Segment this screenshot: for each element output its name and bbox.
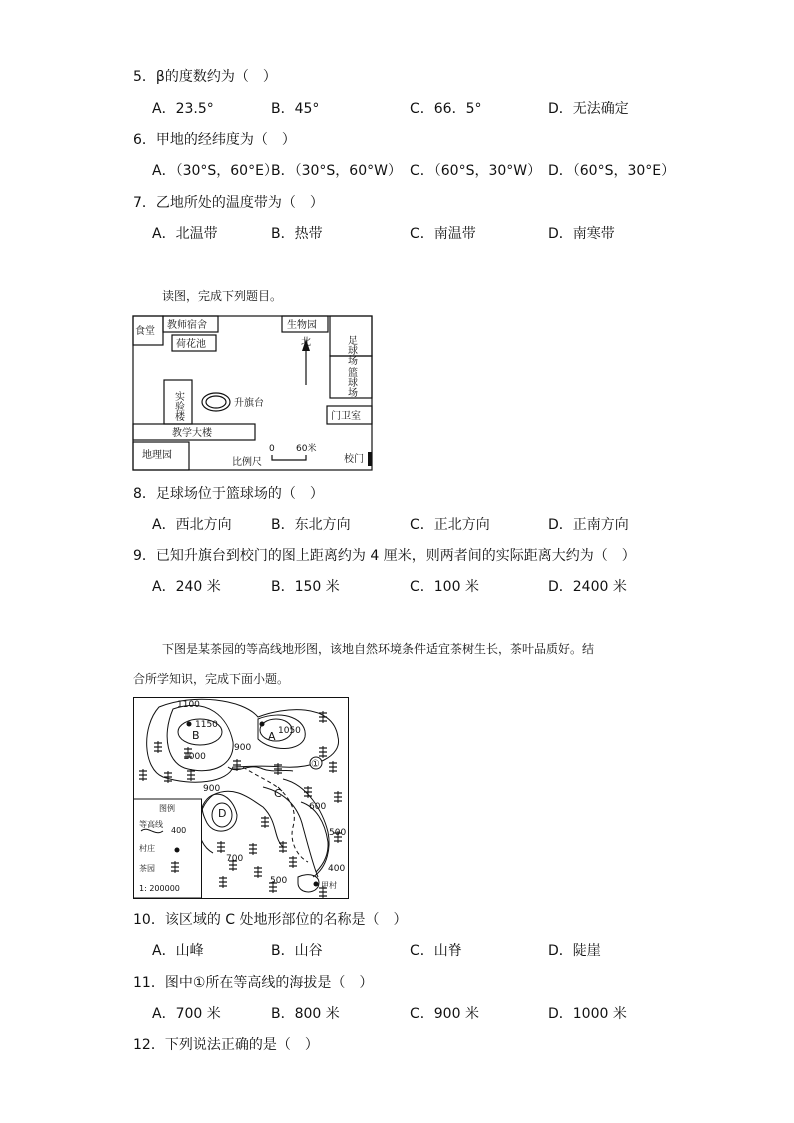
question-9-option-d[interactable]: D．2400 米 [548, 579, 627, 595]
question-8-option-c[interactable]: C．正北方向 [410, 517, 490, 533]
label-d: D [218, 807, 227, 820]
question-6-option-a[interactable]: A．（30°S，60°E） [152, 163, 278, 179]
question-10-option-b[interactable]: B．山谷 [271, 943, 323, 959]
label-football: 足球场 [345, 335, 357, 365]
question-8-option-b[interactable]: B．东北方向 [271, 517, 351, 533]
question-6-option-b[interactable]: B．（30°S，60°W） [271, 163, 402, 179]
question-5-stem: 5．β的度数约为（ ） [133, 69, 277, 85]
question-10-option-a[interactable]: A．山峰 [152, 943, 204, 959]
label-pond: 荷花池 [176, 339, 206, 350]
question-8-stem: 8．足球场位于篮球场的（ ） [133, 486, 324, 502]
question-9-option-a[interactable]: A．240 米 [152, 579, 221, 595]
label-dorm: 教师宿舍 [167, 320, 207, 331]
label-gate-room: 门卫室 [331, 411, 361, 422]
label-gate: 校门 [344, 454, 364, 465]
label-geo-garden: 地理园 [142, 450, 172, 461]
campus-boundary [133, 316, 372, 470]
intro-contour-line2: 合所学知识，完成下面小题。 [133, 672, 290, 686]
label-700: 700 [226, 854, 244, 864]
question-5-option-b[interactable]: B．45° [271, 101, 320, 117]
question-7-option-c[interactable]: C．南温带 [410, 226, 476, 242]
question-5-option-c[interactable]: C．66．5° [410, 101, 482, 117]
question-11-option-a[interactable]: A．700 米 [152, 1006, 221, 1022]
label-basketball: 篮球场 [345, 367, 357, 397]
intro-campus-map: 读图，完成下列题目。 [162, 289, 283, 303]
label-circle-1: ① [311, 759, 320, 770]
label-scale-60: 60米 [296, 444, 317, 454]
legend-scale: 1: 200000 [139, 884, 180, 893]
question-6-stem: 6．甲地的经纬度为（ ） [133, 132, 296, 148]
question-5-option-d[interactable]: D．无法确定 [548, 101, 629, 117]
intro-contour-line1: 下图是某茶园的等高线地形图，该地自然环境条件适宜茶树生长，茶叶品质好。结 [162, 642, 595, 656]
label-1050: 1050 [278, 726, 301, 736]
peak-a-dot [260, 722, 265, 727]
question-7-option-d[interactable]: D．南寒带 [548, 226, 615, 242]
campus-map [132, 315, 374, 472]
question-12-stem: 12．下列说法正确的是（ ） [133, 1037, 319, 1053]
label-flag: 升旗台 [234, 398, 264, 409]
question-6-option-c[interactable]: C．（60°S，30°W） [410, 163, 542, 179]
label-lab: 实验楼 [172, 391, 184, 421]
label-1000: 1000 [183, 752, 206, 762]
label-1100: 1100 [177, 700, 200, 710]
question-7-stem: 7．乙地所处的温度带为（ ） [133, 195, 324, 211]
label-900-b: 900 [203, 784, 221, 794]
label-600: 600 [309, 802, 327, 812]
question-9-option-c[interactable]: C．100 米 [410, 579, 479, 595]
label-bio-garden: 生物园 [287, 320, 317, 331]
legend-village-label: 村庄 [139, 844, 155, 853]
question-5-option-a[interactable]: A．23.5° [152, 101, 214, 117]
contour-map [133, 697, 349, 899]
question-11-option-b[interactable]: B．800 米 [271, 1006, 340, 1022]
legend-tea-icon [171, 861, 179, 873]
label-900-a: 900 [234, 743, 252, 753]
label-500-b: 500 [270, 876, 288, 886]
label-a: A [268, 730, 276, 743]
label-500-a: 500 [329, 828, 347, 838]
gate-mark [368, 452, 372, 466]
legend-tea-label: 茶园 [139, 864, 155, 873]
question-7-option-b[interactable]: B．热带 [271, 226, 323, 242]
label-400: 400 [328, 864, 346, 874]
question-7-option-a[interactable]: A．北温带 [152, 226, 218, 242]
legend-400: 400 [171, 826, 187, 835]
label-c: C [274, 787, 282, 800]
scale-bar [272, 455, 306, 460]
label-scale: 比例尺 [232, 457, 262, 468]
label-b: B [192, 729, 200, 742]
label-jiacun: 甲村 [321, 881, 337, 890]
question-8-option-d[interactable]: D．正南方向 [548, 517, 629, 533]
label-canteen: 食堂 [135, 326, 155, 337]
question-10-option-c[interactable]: C．山脊 [410, 943, 462, 959]
jiacun-dot [314, 882, 319, 887]
label-teaching: 教学大楼 [172, 428, 212, 439]
legend-title: 图例 [159, 804, 175, 813]
question-8-option-a[interactable]: A．西北方向 [152, 517, 232, 533]
peak-b-dot [187, 722, 192, 727]
question-10-stem: 10．该区域的 C 处地形部位的名称是（ ） [133, 912, 408, 928]
question-9-option-b[interactable]: B．150 米 [271, 579, 340, 595]
question-11-option-d[interactable]: D．1000 米 [548, 1006, 627, 1022]
legend-contour-label: 等高线 [139, 820, 163, 829]
question-6-option-d[interactable]: D．（60°S，30°E） [548, 163, 676, 179]
question-10-option-d[interactable]: D．陡崖 [548, 943, 601, 959]
question-11-stem: 11．图中①所在等高线的海拔是（ ） [133, 975, 374, 991]
label-scale-0: 0 [269, 444, 275, 454]
question-9-stem: 9．已知升旗台到校门的图上距离约为 4 厘米，则两者间的实际距离大约为（ ） [133, 548, 636, 564]
question-11-option-c[interactable]: C．900 米 [410, 1006, 479, 1022]
label-1150: 1150 [195, 720, 218, 730]
label-north: 北 [301, 337, 311, 348]
legend-village-icon [175, 848, 180, 853]
